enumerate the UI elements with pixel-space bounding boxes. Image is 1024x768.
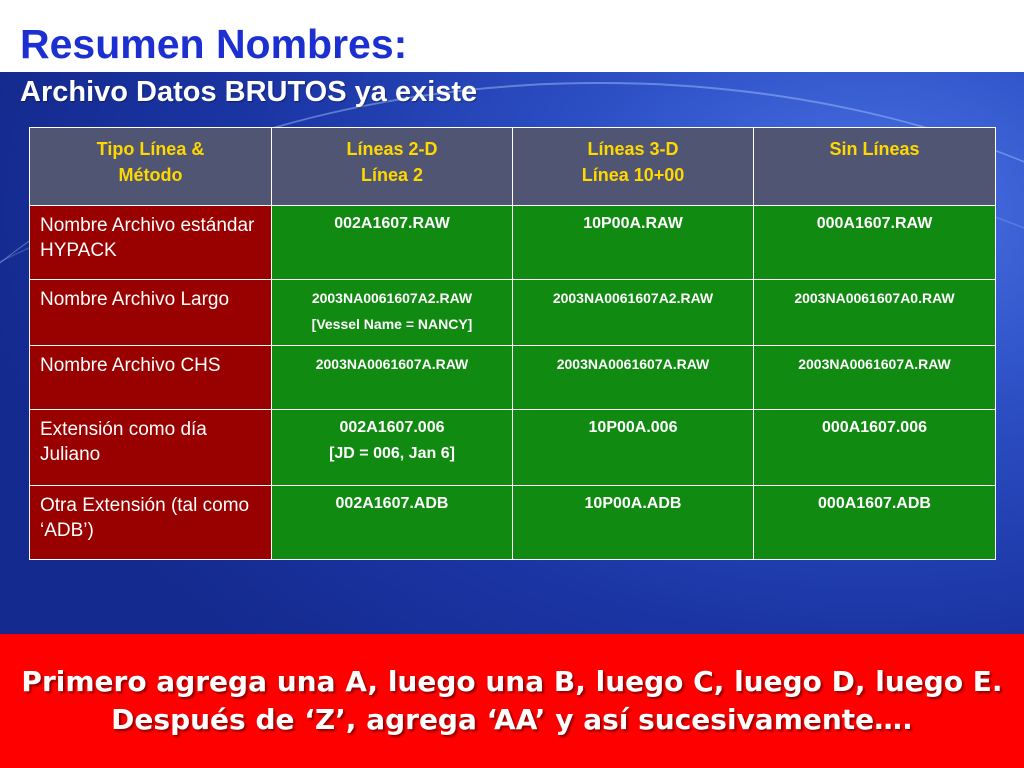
cell-value: 002A1607.006 xyxy=(339,419,445,436)
table-row xyxy=(30,486,996,560)
header-cell-line-type-method xyxy=(30,128,272,206)
cell-value: 000A1607.006 xyxy=(822,419,927,436)
cell-value: 2003NA0061607A.RAW xyxy=(798,356,951,372)
table-cell xyxy=(754,486,996,560)
header-cell-3d-lines xyxy=(513,128,754,206)
table-cell xyxy=(272,346,513,410)
cell-value: 2003NA0061607A.RAW xyxy=(315,356,469,372)
table-cell xyxy=(513,410,754,486)
header-label: Tipo Línea & xyxy=(96,139,205,159)
header-cell-2d-lines xyxy=(272,128,513,206)
cell-value: 002A1607.RAW xyxy=(334,215,450,232)
row-label: Nombre Archivo estándar HYPACK xyxy=(30,206,272,280)
cell-value: 10P00A.RAW xyxy=(583,215,683,232)
cell-note: [JD = 006, Jan 6] xyxy=(329,445,455,462)
table-row xyxy=(30,346,996,410)
header-label: Líneas 3-D xyxy=(587,139,679,159)
cell-value: 10P00A.006 xyxy=(588,419,678,436)
table-row xyxy=(30,280,996,346)
header-label: Líneas 2-D xyxy=(346,139,438,159)
cell-value: 000A1607.ADB xyxy=(818,495,931,512)
header-label: Sin Líneas xyxy=(829,139,920,159)
slide-title: Resumen Nombres: xyxy=(20,21,408,67)
cell-value: 2003NA0061607A0.RAW xyxy=(794,290,955,306)
table-header-row xyxy=(30,128,996,206)
table-row xyxy=(30,410,996,486)
table-cell xyxy=(513,346,754,410)
table-cell xyxy=(754,206,996,280)
table-cell xyxy=(272,280,513,346)
cell-value: 2003NA0061607A.RAW xyxy=(556,356,710,372)
table-row xyxy=(30,206,996,280)
footer-banner xyxy=(0,634,1024,768)
cell-value: 000A1607.RAW xyxy=(816,215,933,232)
header-cell-no-lines xyxy=(754,128,996,206)
table-cell xyxy=(513,206,754,280)
header-label: Línea 2 xyxy=(360,165,424,185)
table-cell xyxy=(272,486,513,560)
row-label: Nombre Archivo CHS xyxy=(30,346,272,410)
footer-note: Primero agrega una A, luego una B, luego C, luego D, luego E. Después de ‘Z’, agrega ‘AA’ y así sucesivamente…. xyxy=(21,665,1003,736)
cell-value: 2003NA0061607A2.RAW xyxy=(552,290,714,306)
row-label: Nombre Archivo Largo xyxy=(30,280,272,346)
cell-value: 2003NA0061607A2.RAW xyxy=(311,290,473,306)
table-cell xyxy=(754,346,996,410)
file-names-table xyxy=(29,127,996,560)
table-cell xyxy=(754,280,996,346)
header-label: Línea 10+00 xyxy=(581,165,685,185)
row-label: Extensión como día Juliano xyxy=(30,410,272,486)
table-cell xyxy=(754,410,996,486)
row-label: Otra Extensión (tal como ‘ADB’) xyxy=(30,486,272,560)
cell-note: [Vessel Name = NANCY] xyxy=(311,316,473,332)
cell-value: 002A1607.ADB xyxy=(335,495,449,512)
table-cell xyxy=(272,410,513,486)
table-cell xyxy=(272,206,513,280)
table-cell xyxy=(513,280,754,346)
cell-value: 10P00A.ADB xyxy=(584,495,682,512)
table-cell xyxy=(513,486,754,560)
header-label: Método xyxy=(118,165,183,185)
slide-subtitle: Archivo Datos BRUTOS ya existe xyxy=(20,76,478,108)
